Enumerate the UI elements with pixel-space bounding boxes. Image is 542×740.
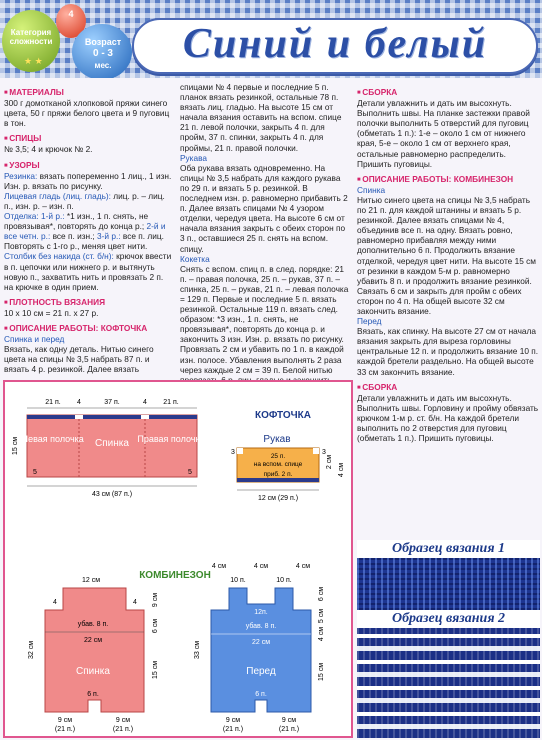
swatch-2-label: Образец вязания 2 bbox=[357, 610, 540, 628]
front-strap-10a: 10 п. bbox=[230, 577, 246, 584]
density-text: 10 х 10 см = 21 п. х 27 р. bbox=[4, 307, 99, 318]
dim-21a: 21 п. bbox=[45, 399, 61, 406]
dim-add: приб. 2 п. bbox=[263, 471, 293, 478]
romper-back-dec: убав. 8 п. bbox=[77, 621, 109, 628]
dim-5b: 5 bbox=[188, 469, 192, 476]
needles-heading: ■ СПИЦЫ bbox=[4, 133, 172, 144]
romper-back-22cm: 22 см bbox=[83, 637, 103, 644]
assembly-heading: ■ СБОРКА bbox=[357, 87, 539, 98]
front-dec: убав. 8 п. bbox=[245, 623, 277, 630]
yoke-text: Снять с вспом. спиц п. в след. порядке: 21 п. – правая полочка, 25 п. – рукав, 37 п. – спинка, 25 п. – рукав, 21 п. – левая полочка = 129 п. Первые и последние 5 п. вязать резинкой. Остальные 119 п. вязать след. образом: *3 изн., 1 п. снять, не провязывая*, повторять до конца р. и закончить 3 изн. Изн. р. вязать по рисунку. Провязать 2 см и убавить по 1 п. в каждой изн. полосе. Убавления выполнять 2 раза через каждые 2 см = 39 п. Белой нитью bbox=[180, 263, 349, 375]
romper-back-32cm: 32 см bbox=[28, 640, 35, 660]
front-dim-4b: 4 см bbox=[253, 563, 269, 570]
pattern-trim: Отделка: 1-й р.: *1 изн., 1 п. снять, не провязывая*, повторять до конца р.; 2-й и все четн. р.: все п. изн.; 3-й р.: все п. лиц. Повторять с 1-го р., меняя цвет нити. bbox=[4, 211, 166, 252]
romper-back-label: Спинка bbox=[76, 666, 110, 677]
age-label: Возраст bbox=[84, 37, 122, 47]
front-6p: 6 п. bbox=[255, 691, 267, 698]
left-front-label: Левая полочка bbox=[22, 434, 84, 444]
front-15cm: 15 см bbox=[318, 662, 325, 682]
romper-back-leg-a: 9 см bbox=[57, 717, 73, 724]
pattern-single-crochet: Столбик без накида (ст. б/н): крючок ввести в п. цепочки или нижнего р. и вытянуть новую п., захватить нить и провязать 2 п. на крючке в один прием. bbox=[4, 251, 172, 292]
front-5cm: 5 см bbox=[318, 608, 325, 624]
romper-back-subheading: Спинка bbox=[357, 184, 386, 195]
romper-back-width: 12 см bbox=[81, 577, 101, 584]
assembly2-heading: ■ СБОРКА bbox=[357, 382, 539, 393]
text-column-1 bbox=[4, 82, 172, 374]
dim-3a: 3 bbox=[231, 449, 235, 456]
romper-back-4b: 4 bbox=[133, 599, 137, 606]
dim-4b: 4 bbox=[143, 399, 147, 406]
jacket-body-text: спицами № 4 первые и последние 5 п. планок вязать резинкой, остальные 78 п. вязать лиц. гладью. На высоте 15 см от начала вязания оставить на вспом. спице 21 п. левой полочки, закрыть 4 п. для пройм, 37 п. спинки, закрыть 4 п. для проймы, 21 п. правой полочки. bbox=[180, 82, 342, 153]
pattern-diagram bbox=[3, 380, 353, 738]
swatch-1-image bbox=[357, 558, 540, 610]
romper-back-leg-b: 9 см bbox=[115, 717, 131, 724]
dim-37: 37 п. bbox=[104, 399, 120, 406]
romper-back-4a: 4 bbox=[53, 599, 57, 606]
header-banner bbox=[0, 0, 542, 78]
swatch-1-label: Образец вязания 1 bbox=[357, 540, 540, 558]
romper-front-text: Вязать, как спинку. На высоте 27 см от начала вязания закрыть для выреза горловины центральные 12 п. и продолжить вязание 10 п. каждой бретели раздельно. На общей высоте 33 см закончить вязание. bbox=[357, 326, 539, 377]
sleeves-subheading: Рукава bbox=[180, 152, 208, 163]
dim-25: 25 п. bbox=[270, 453, 286, 460]
sleeves-text: Оба рукава вязать одновременно. На спицы № 3,5 набрать для каждого рукава по 29 п. и вязать 5 р. резинкой. В последнем изн. р. равномерно прибавить 2 п. Далее вязать спицами № 4 узором отделки, чередуя цвета. На высоте 6 см от начала вязания закрыть с обеих сторон по 3 п., оставшиеся 25 п. снять на вспом. спицу. bbox=[180, 162, 348, 254]
front-leg-b: 9 см bbox=[281, 717, 297, 724]
front-leg-b-st: (21 п.) bbox=[278, 726, 300, 733]
dim-4a: 4 bbox=[77, 399, 81, 406]
yoke-subheading: Кокетка bbox=[180, 253, 210, 264]
romper-title: КОМБИНЕЗОН bbox=[139, 570, 211, 581]
front-dim-4c: 4 см bbox=[295, 563, 311, 570]
romper-back-9cm: 9 см bbox=[152, 592, 159, 608]
front-4cm: 4 см bbox=[318, 626, 325, 642]
front-22cm: 22 см bbox=[251, 639, 271, 646]
dim-21b: 21 п. bbox=[163, 399, 179, 406]
text-column-2 bbox=[180, 82, 350, 395]
romper-back-6p: 6 п. bbox=[87, 691, 99, 698]
pattern-diagram-svg bbox=[5, 382, 351, 736]
sleeve-label: Рукав bbox=[263, 434, 291, 445]
front-neck-12: 12п. bbox=[254, 609, 268, 616]
dim-43cm: 43 см (87 п.) bbox=[91, 491, 133, 498]
dim-5a: 5 bbox=[33, 469, 37, 476]
needles-text: № 3,5; 4 и крючок № 2. bbox=[4, 144, 93, 155]
dim-15cm: 15 см bbox=[12, 436, 19, 456]
romper-front-subheading: Перед bbox=[357, 316, 382, 327]
swatch-panel bbox=[357, 540, 540, 738]
back-front-text: Вязать, как одну деталь. Нитью синего цвета на спицы № 3,5 набрать 87 п. и вязать 4 р. резинкой. Далее вязать bbox=[4, 344, 154, 375]
text-column-3 bbox=[357, 82, 539, 443]
front-strap-10b: 10 п. bbox=[276, 577, 292, 584]
patterns-heading: ■ УЗОРЫ bbox=[4, 160, 172, 171]
front-6cm: 6 см bbox=[318, 586, 325, 602]
assembly2-text: Детали увлажнить и дать им высохнуть. Выполнить швы. Горловину и пройму обвязать крючком 1-м р. ст. б/н. На каждой бретели выполнить по 2 отверстия для пуговиц (обметать 1 п.). Пришить пуговицы. bbox=[357, 392, 539, 444]
right-front-label: Правая полочка bbox=[137, 434, 205, 444]
dim-2cm: 2 см bbox=[326, 454, 333, 470]
front-dim-4a: 4 см bbox=[211, 563, 227, 570]
dim-4cm: 4 см bbox=[338, 462, 345, 478]
difficulty-value: 4 bbox=[68, 9, 74, 19]
assembly-text: Детали увлажнить и дать им высохнуть. Выполнить швы. На планке застежки правой полочки выполнить 5 отверстий для пуговиц (обметать 1 п.): 1-е – около 1 см от нижнего края, 5-е – около 1 см от верхнего края, остальные равномерно распределить. Пришить пуговицы. bbox=[357, 98, 530, 169]
dim-3b: 3 bbox=[322, 449, 326, 456]
age-value: 0 - 3 bbox=[92, 48, 113, 59]
romper-back-leg-b-st: (21 п.) bbox=[112, 726, 134, 733]
jacket-description-heading: ■ ОПИСАНИЕ РАБОТЫ: КОФТОЧКА bbox=[4, 323, 172, 334]
back-label: Спинка bbox=[95, 438, 129, 449]
romper-front-label: Перед bbox=[246, 666, 276, 677]
star-icon: ★ ★ bbox=[24, 56, 43, 66]
age-unit: мес. bbox=[94, 61, 112, 70]
materials-heading: ■ МАТЕРИАЛЫ bbox=[4, 87, 172, 98]
pattern-stockinette: Лицевая гладь (лиц. гладь): лиц. р. – лиц. п., изн. р. – изн. п. bbox=[4, 190, 165, 211]
romper-description-heading: ■ ОПИСАНИЕ РАБОТЫ: КОМБИНЕЗОН bbox=[357, 174, 539, 185]
dim-12cm: 12 см (29 п.) bbox=[257, 495, 299, 502]
difficulty-label: Категория сложности bbox=[9, 28, 53, 46]
back-front-subheading: Спинка и перед bbox=[4, 334, 65, 345]
density-heading: ■ ПЛОТНОСТЬ ВЯЗАНИЯ bbox=[4, 297, 172, 308]
romper-back-15cm: 15 см bbox=[152, 660, 159, 680]
jacket-title: КОФТОЧКА bbox=[254, 410, 312, 421]
romper-back-leg-a-st: (21 п.) bbox=[54, 726, 76, 733]
romper-back-text: Нитью синего цвета на спицы № 3,5 набрать по 21 п. для каждой штанины и вязать 5 р. резинкой. Далее вязать спицами № 4, объединив все п. на одну. Вязать ровно, равномерно прибавляя между ними дополнительно 6 п. Продолжить вязание отделкой, чередуя цвет нити. На высоте 15 см от резинки в каждом 5-м р. равномерно убавить 8 п. и продолжить вязание резинкой. Связать 6 см и закрыть для пройм с обеих сторон по 4 п. На общей высоте 32 см закончить вязание. bbox=[357, 194, 536, 316]
front-33cm: 33 см bbox=[194, 640, 201, 660]
materials-text: 300 г домотканой хлопковой пряжи синего цвета, 50 г пряжи белого цвета и 9 пуговиц в тон. bbox=[4, 98, 170, 129]
swatch-2-image bbox=[357, 628, 540, 738]
front-leg-a-st: (21 п.) bbox=[222, 726, 244, 733]
romper-back-6cm: 6 см bbox=[152, 618, 159, 634]
page-title: Синий и белый bbox=[182, 21, 488, 67]
front-leg-a: 9 см bbox=[225, 717, 241, 724]
dim-spare: на вспом. спице bbox=[253, 461, 303, 468]
pattern-rib: Резинка: вязать попеременно 1 лиц., 1 изн. Изн. р. вязать по рисунку. bbox=[4, 170, 172, 191]
